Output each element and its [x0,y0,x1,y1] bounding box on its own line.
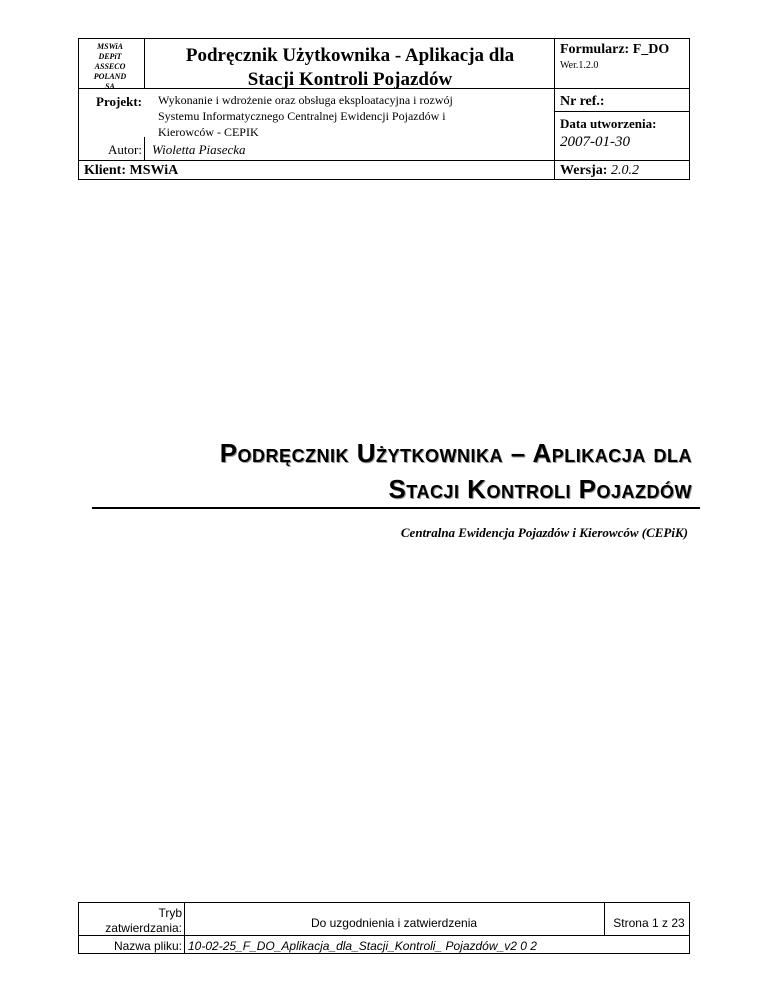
document-footer-table [78,902,690,954]
client-label: Klient: [84,163,126,178]
header-document-title: Podręcznik Użytkownika - Aplikacja dla Stacji Kontroli Pojazdów [185,45,515,90]
document-title-line-2: Stacji Kontroli Pojazdów [388,474,692,504]
approval-mode-label: Tryb zatwierdzania: [105,906,182,935]
version-value: 2.0.2 [610,163,639,178]
organization-logo-text: MSWiA DEPiT ASSECO POLAND SA [93,42,127,91]
form-label: Formularz: F_DO [560,42,670,57]
title-divider [92,507,700,509]
author-value: Wioletta Piasecka [152,142,246,157]
filename-label: Nazwa pliku: [113,939,182,953]
project-description: Wykonanie i wdrożenie oraz obsługa eksploatacyjna i rozwój Systemu Informatycznego Centralnej Ewidencji Pojazdów i Kierowców - CEPIK [158,93,453,139]
version-label: Wersja: [560,163,608,178]
client-field [84,163,178,179]
author-label: Autor: [108,142,142,157]
document-subtitle: Centralna Ewidencja Pojazdów i Kierowców (CEPiK) [400,525,688,540]
created-date-label: Data utworzenia: [560,116,657,131]
document-title-line-1: Podręcznik Użytkownika – Aplikacja dla [219,438,692,468]
filename-value: 10-02-25_F_DO_Aplikacja_dla_Stacji_Kontroli_ Pojazdów_v2 0 2 [188,939,537,953]
form-version: Wer.1.2.0 [560,60,599,71]
client-value: MSWiA [129,163,179,178]
approval-mode-value: Do uzgodnienia i zatwierdzenia [310,916,478,930]
page-number: Strona 1 z 23 [613,916,685,930]
created-date-value: 2007-01-30 [560,134,630,150]
version-field [560,163,639,179]
document-header-table [78,38,690,180]
reference-number-label: Nr ref.: [560,94,605,109]
project-label: Projekt: [96,94,142,109]
